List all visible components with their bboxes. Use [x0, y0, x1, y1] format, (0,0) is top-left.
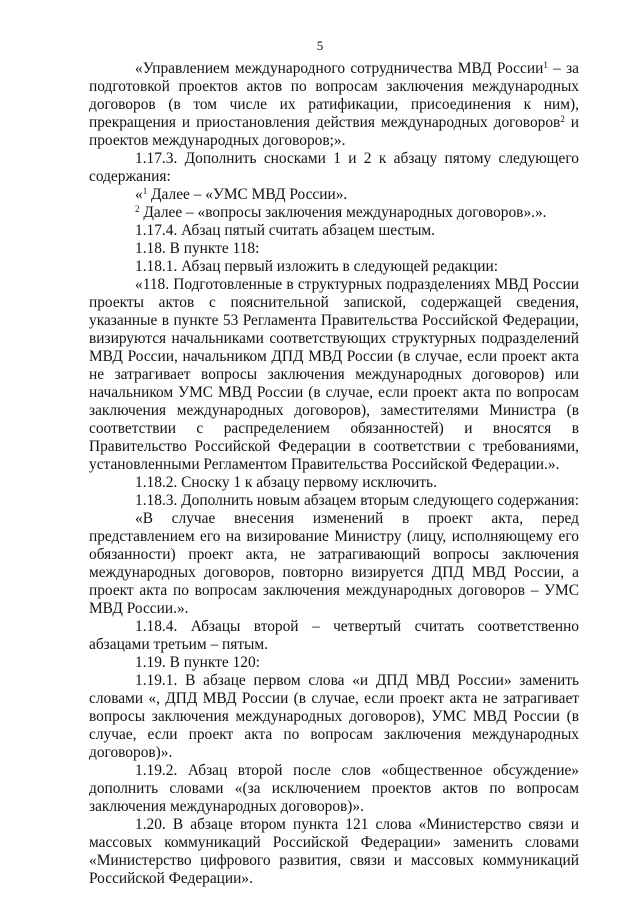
paragraph-1-19: 1.19. В пункте 120:: [135, 654, 260, 671]
paragraph-1-18: 1.18. В пункте 118:: [135, 240, 260, 257]
paragraph-1-18-2: 1.18.2. Сноску 1 к абзацу первому исключить.: [135, 474, 437, 491]
paragraph-1-19-1: 1.19.1. В абзаце первом слова «и ДПД МВД России» заменить словами «, ДПД МВД России (в случае, если проект акта не затрагивает вопросы заключения международных договоров), УМС МВД России (в случае, если проект акта по вопросам заключения международных договоров)».: [89, 672, 579, 761]
paragraph-1-20: 1.20. В абзаце втором пункта 121 слова «Министерство связи и массовых коммуникаций Российской Федерации» заменить словами «Министерство цифрового развития, связи и массовых коммуникаций Российской Федерации».: [89, 816, 579, 887]
footnote-1-text: [89, 186, 579, 204]
footnote-mark: 1: [142, 186, 148, 196]
paragraph-text: «: [135, 186, 143, 203]
footnote-2-text: [89, 204, 579, 222]
paragraph-118-new-wording: «118. Подготовленные в структурных подразделениях МВД России проекты актов с пояснительной запиской, содержащей сведения, указанные в пункте 53 Регламента Правительства Российской Федерации, визируются начальниками соответствующих структурных подразделений МВД России, начальником ДПД МВД России (в случае, если проект акта не затрагивает вопросы заключения международных договоров) или начальником УМС МВД России (в случае, если проект акта по вопросам заключения международных договоров), заместителями Министра (в соответствии с распределением обязанностей) и вносятся в Правительство Российской Федерации в соответствии с требованиями, установленными Регламентом Правительства Российской Федерации.».: [89, 276, 579, 473]
paragraph-new-second: «В случае внесения изменений в проект акта, перед представлением его на визирование Министру (лицу, исполняющему его обязанности) проект акта, не затрагивающий вопросы заключения международных договоров, повторно визируется ДПД МВД России, а проект акта по вопросам заключения международных договоров – УМС МВД России.».: [89, 510, 579, 617]
paragraph-1-18-3: 1.18.3. Дополнить новым абзацем вторым следующего содержания:: [135, 492, 579, 509]
paragraph-1-19-2: 1.19.2. Абзац второй после слов «общественное обсуждение» дополнить словами «(за исключением проектов актов по вопросам заключения международных договоров)».: [89, 762, 579, 815]
paragraph-text: Далее – «вопросы заключения международных договоров».».: [139, 204, 547, 221]
document-body: [89, 60, 579, 888]
paragraph-text: Далее – «УМС МВД России».: [147, 186, 348, 203]
paragraph-1-17-4: 1.17.4. Абзац пятый считать абзацем шестым.: [135, 222, 436, 239]
paragraph-text: и проектов международных договоров;».: [89, 114, 579, 149]
paragraph-text: – за подготовкой проектов актов по вопросам заключения международных договоров (в том числе их ратификации, присоединения к ним), прекращения и приостановления действия международных договоров: [89, 60, 579, 131]
paragraph-1-18-1: 1.18.1. Абзац первый изложить в следующей редакции:: [135, 258, 499, 275]
paragraph-1-17-3: 1.17.3. Дополнить сносками 1 и 2 к абзацу пятому следующего содержания:: [89, 150, 579, 185]
paragraph-text: «Управлением международного сотрудничества МВД России: [135, 60, 544, 77]
footnote-mark: 2: [560, 114, 565, 124]
footnote-mark: 1: [543, 60, 548, 70]
page-number: 5: [316, 38, 324, 53]
footnote-mark: 2: [135, 204, 140, 214]
paragraph-1-18-4: 1.18.4. Абзацы второй – четвертый считать соответственно абзацами третьим – пятым.: [89, 618, 579, 653]
paragraph-ums-responsibility: [89, 60, 579, 150]
